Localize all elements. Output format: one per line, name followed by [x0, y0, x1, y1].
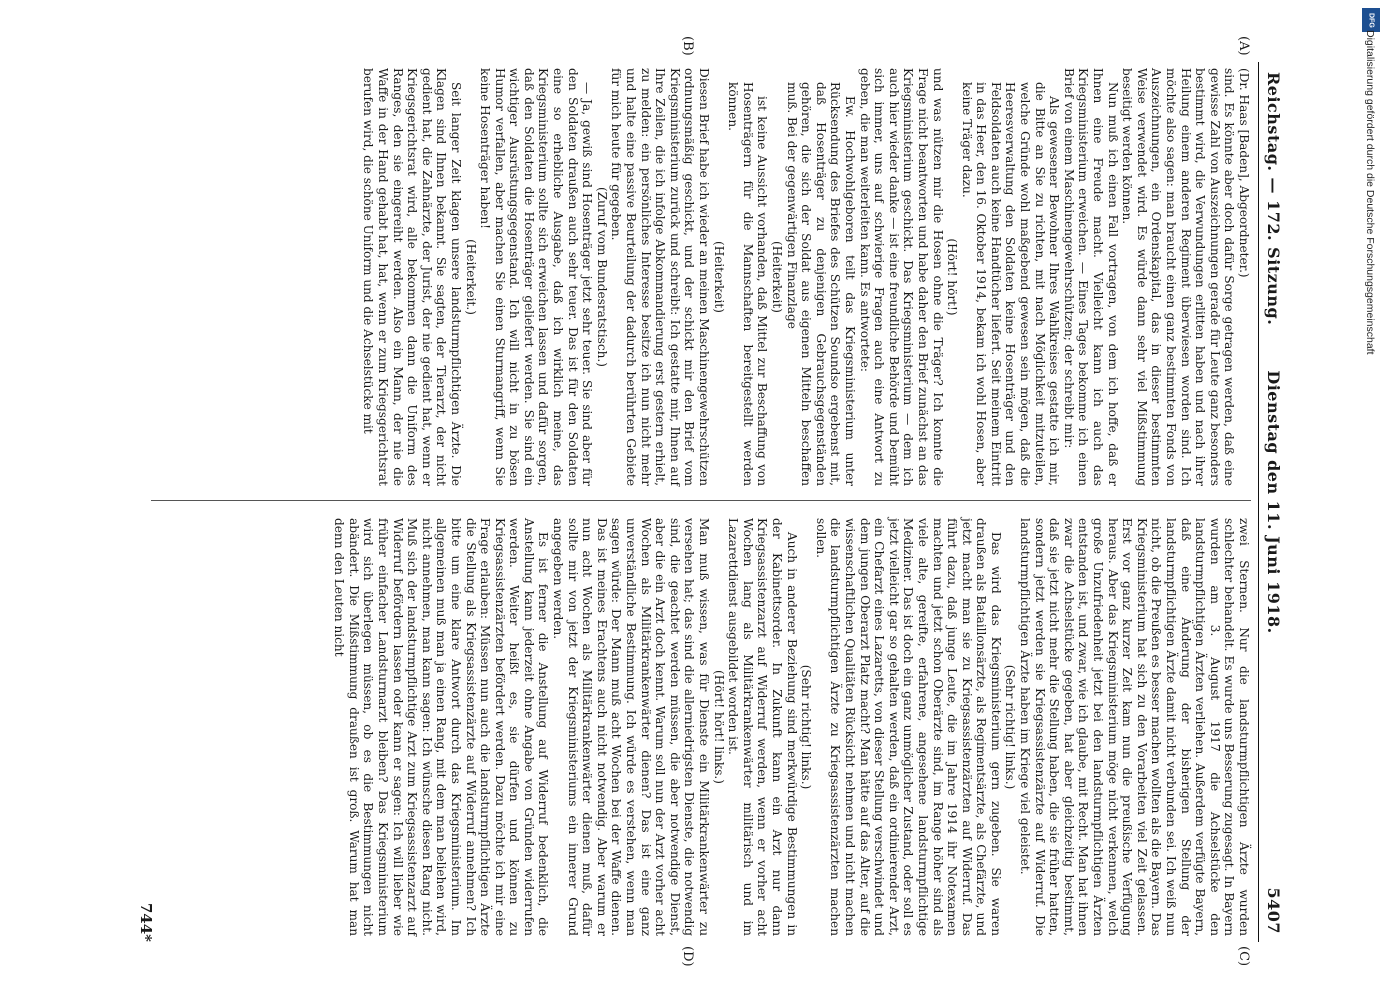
header-date: Dienstag den 11. Juni 1918. — [1264, 370, 1283, 634]
col2-paragraph: (Sehr richtig! links.) — [1003, 664, 1018, 790]
header-left: Reichstag. — 172. Sitzung. — [1264, 72, 1283, 326]
page-header — [1258, 62, 1285, 942]
column-left — [361, 68, 1251, 486]
col2-paragraph: (Sehr richtig! links.) — [799, 664, 814, 790]
col1-paragraph: und was nützen mir die Hosen ohne die Träger? Ich konnte die Frage nicht beantworten und habe daher den Brief zunächst an das Kriegsministerium geschickt. Das Kriegsministerium — dem ich auch hier wieder danke — ist eine freundliche Behörde und bemüht sich immer, uns auf schwierige Fragen auch eine Antwort zu geben, die man weiterleiten kann. Es antwortete: — [857, 68, 945, 486]
col1-paragraph: (Hört! hört!) — [945, 238, 960, 316]
col1-paragraph: Nun muß ich einen Fall vortragen, von dem ich hoffe, daß er Ihnen eine Freude macht. Vielleicht kann ich auch das Kriegsministerium erweichen. — Eines Tages bekomme ich einen Brief von einem Maschinengewehrschützen; der schreibt mir: — [1061, 68, 1120, 486]
col1-paragraph: (Heiterkeit) — [711, 240, 726, 314]
column-right — [332, 518, 1251, 936]
col1-paragraph: Diesen Brief habe ich wieder an meinen Maschinengewehrschützen ordnungsmäßig geschickt, und der schickt mir den Brief vom Kriegsministerium zurück und schreibt: Ich gestatte mir, Ihnen auf Ihre Zeilen, die ich infolge Abkommandierung erst gestern erhielt, zu melden: ein persönliches Interesse besitze ich nun nicht mehr und halte eine passive Beurteilung der dadurch berührten Gebiete für mich heute für gegeben. — [609, 68, 712, 486]
margin-marker-c: (C) — [1236, 946, 1251, 967]
col2-paragraph: Man muß wissen, was für Dienste ein Militärkrankenwärter zu versehen hat; das sind die allerniedrigsten Dienste, die notwendig sind, die geachtet werden müssen, die aber notwendige Dienst, aber die ein Arzt doch kennt. Warum soll nun der Arzt vorher acht Wochen als Militärkrankenwärter dienen? Das ist eine ganz unverständliche Bestimmung. Ich würde es verstehen, wenn man sagen würde: Der Mann muß acht Wochen bei der Waffe dienen. Das ist meines Erachtens auch nicht notwendig. Aber warum er nun acht Wochen als Militärkrankenwärter dienen muß, dafür sollte mir von jetzt der Kriegsministeriums ein innerer Grund angegeben werden. — [551, 518, 712, 936]
col2-paragraph: Es ist ferner die Anstellung auf Widerruf bedenklich, die Anstellung kann jederzeit ohne Angabe von Gründen widerrufen werden. Weiter heißt es, sie dürfen und können zu Kriegsassistenzärzten befördert werden. Dazu möchte ich mir eine Frage erlauben: Müssen nun auch die landsturmpflichtigen Ärzte die Stellung als Kriegsassistenzärzte auf Widerruf annehmen? Ich bitte um eine klare Antwort durch das Kriegsministerium. Im allgemeinen muß man ja einen Rang, mit dem man beliehen wird, nicht annehmen, man kann sagen: Ich wünsche diesen Rang nicht. Muß sich der landsturmpflichtige Arzt zum Kriegsassistenzarzt auf Widerruf befördern lassen oder kann er sagen: Ich will lieber wie früher einfacher Landsturmarzt bleiben? Das Kriegsministerium wird sich überlegen müssen, ob es die Bestimmungen nicht abändert. Die Mißstimmung draußen ist groß. Warum hat man denn den Leuten nicht — [332, 518, 551, 936]
col2-paragraph: Auch in anderer Beziehung sind merkwürdige Bestimmungen in der Kabinettsorder. In Zukunft kann ein Arzt nur dann Kriegsassistenzarzt auf Widerruf werden, wenn er vorher acht Wochen lang als Militärkrankenwärter militärisch und im Lazarettdienst ausgebildet worden ist. — [726, 518, 799, 936]
col1-paragraph: Seit langer Zeit klagen unsere landsturmpflichtigen Ärzte. Die Klagen sind Ihnen bekannt. Sie sagten, der Tierarzt, der nicht gedient hat, die Zahnärzte, der Jurist, der nie gedient hat, wenn er Kriegsgerichtsrat wird, alle bekommen dann die Uniform des Ranges, den sie eingereiht werden. Also ein Mann, der nie die Waffe in der Hand gehabt hat, hat, wenn er zum Kriegsgerichtsrat berufen wird, die schöne Uniform und die Achselstücke mit — [361, 68, 463, 486]
signature-mark: 744* — [137, 902, 155, 942]
col1-paragraph: Als gewesener Bewohner Ihres Wahlkreises gestatte ich mir, die Bitte an Sie zu richten, mit nach Möglichkeit mitzuteilen, welche Gründe wohl maßgebend gewesen sein mögen, daß die Heeresverwaltung den Soldaten keine Hosenträger und den Feldsoldaten auch keine Handtücher liefert. Seit meinem Eintritt in das Heer, den 16. Oktober 1914, bekam ich wohl Hosen, aber keine Träger dazu. — [959, 82, 1062, 486]
col1-paragraph: (Zuruf vom Bundesratstisch.) — [594, 187, 609, 367]
col1-paragraph: sind. Es könnte aber doch dafür Sorge getragen werden, daß eine gewisse Zahl von Auszeichnungen gerade für Leute ganz besonders bestimmt wird, die Verwundungen erlitten haben und nach ihrer Heilung einem anderen Regiment überwiesen worden sind. Ich möchte also sagen: man braucht einen ganz bestimmten Fonds von Auszeichnungen, ein Ordenskapital, das in dieser bestimmten Weise verwendet wird. Es würde dann sehr viel Mißstimmung beseitigt werden können. — [1120, 68, 1237, 486]
col1-paragraph: Ew. Hochwohlgeboren teilt das Kriegsministerium unter Rücksendung des Briefes des Schützen Soundso ergebenst mit, daß Hosenträger zu denjenigen Gebrauchsgegenständen gehören, die sich der Soldat aus eigenen Mitteln beschaffen muß. Bei der gegenwärtigen Finanzlage — [784, 82, 857, 486]
col2-paragraph: zwei Sternen. Nur die landsturmpflichtigen Ärzte wurden schlechter behandelt. Es wurde uns Besserung zugesagt. In Bayern wurden am 3. August 1917 die Achselstücke den landsturmpflichtigen Ärzten verliehen. Außerdem verfügte Bayern, daß eine Änderung der bisherigen Stellung der landsturmpflichtigen Ärzte damit nicht verbunden sei. Ich weiß nun nicht, ob die Preußen es besser machen wollten als die Bayern. Das Kriegsministerium hat sich zu den Vorarbeiten viel Zeit gelassen. Erst vor ganz kurzer Zeit kam nun die preußische Verfügung heraus. Aber das Kriegsministerium möge nicht verkennen, welch große Unzufriedenheit jetzt bei den landsturmpflichtigen Ärzten entstanden ist, und zwar, wie ich glaube, mit Recht. Man hat ihnen zwar die Achselstücke gegeben, hat aber gleichzeitig bestimmt, daß sie jetzt nicht mehr die Stellung haben, die sie früher hatten, sondern jetzt werden sie Kriegsassistenzärzte auf Widerruf. Die landsturmpflichtigen Ärzte haben im Kriege viel geleistet. — [1018, 518, 1251, 936]
digitization-note-text: Digitalisierung gefördert durch die Deutsche Forschungsgemeinschaft — [1364, 30, 1376, 355]
page-number: 5407 — [1264, 887, 1283, 934]
col1-paragraph: — Ja, gewiß sind Hosenträger jetzt sehr teuer. Sie sind aber für den Soldaten draußen auch sehr teuer. Das ist für den Soldaten eine so erhebliche Ausgabe, daß ich wirklich meine, das Kriegsministerium sollte sich erweichen lassen und dafür sorgen, daß den Soldaten die Hosenträger geliefert werden. Sie sind ein wichtiger Ausrüstungsgegenstand. Ich will nicht in zu bösen Humor verfallen, aber machen Sie einen Sturmangriff, wenn Sie keine Hosenträger haben! — [478, 68, 595, 486]
col1-paragraph: (Dr. Haas [Baden], Abgeordneter.) — [1237, 68, 1251, 278]
margin-marker-b: (B) — [680, 36, 695, 56]
col2-paragraph: (Hört! hört! links.) — [711, 670, 726, 784]
col1-paragraph: (Heiterkeit.) — [463, 239, 478, 315]
digitization-note — [1356, 30, 1376, 990]
dfg-logo: DFG — [1362, 8, 1380, 32]
col1-paragraph: ist keine Aussicht vorhanden, daß Mittel zur Beschaffung von Hosenträgern für die Mannschaften bereitgestellt werden können. — [726, 82, 770, 486]
col1-paragraph: (Heiterkeit) — [770, 240, 784, 314]
margin-marker-a: (A) — [1236, 36, 1251, 56]
rotated-page-content — [110, 36, 1285, 967]
column-divider — [151, 500, 1251, 501]
margin-marker-d: (D) — [680, 946, 695, 967]
col2-paragraph: Das wird das Kriegsministerium gern zugeben. Sie waren draußen als Bataillonsärzte, als Regimentsärzte, als Chefärzte, und jetzt macht man sie zu Kriegsassistenzärzten auf Widerruf. Das führt dazu, daß junge Leute, die im Jahre 1914 ihr Notexamen machten und jetzt schon Oberärzte sind, im Range höher sind als viele alte, gereifte, erfahrene, angesehene landsturmpflichtige Mediziner. Das ist doch ein ganz unmöglicher Zustand, oder soll es jetzt vielleicht gar so gehalten werden, daß ein ordinierender Arzt, ein Chefarzt eines Lazaretts, von dieser Stellung verschwindet und dem jungen Oberarzt Platz macht? Man hätte auf das Alter, auf die wissenschaftlichen Qualitäten Rücksicht nehmen und nicht machen die landsturmpflichtigen Ärzte zu Kriegsassistenzärzten machen sollen. — [813, 518, 1003, 936]
